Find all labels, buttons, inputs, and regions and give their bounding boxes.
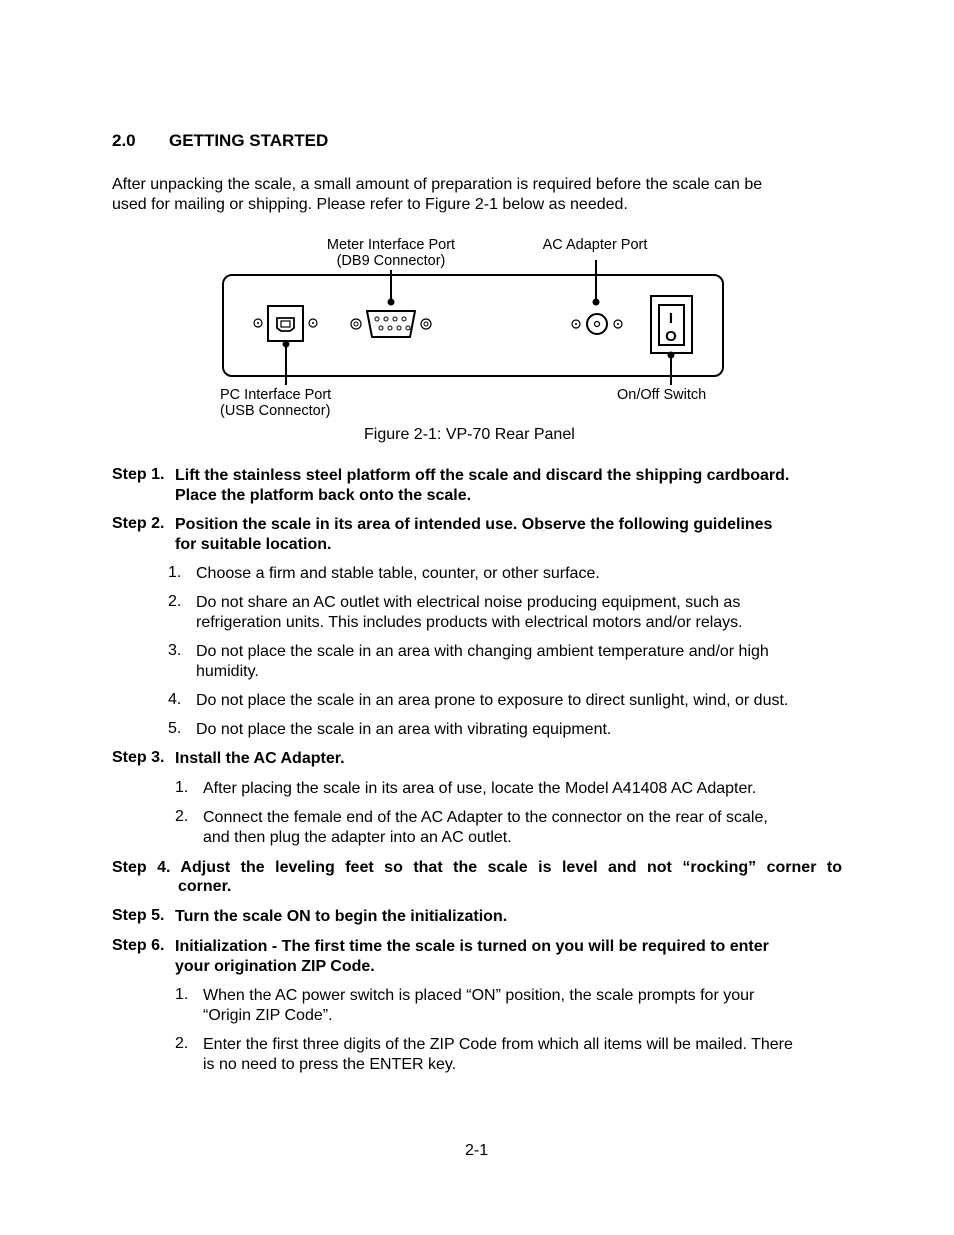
- list-item: [196, 564, 600, 584]
- list-item: [196, 642, 769, 682]
- list-number: 3.: [168, 642, 182, 659]
- step-2-label: Step 2.: [112, 515, 165, 532]
- list-item-line: humidity.: [196, 663, 259, 680]
- switch-label: On/Off Switch: [617, 387, 707, 403]
- list-item: [203, 1035, 793, 1075]
- step-1-line-2: Place the platform back onto the scale.: [175, 487, 472, 504]
- step-2-text: [175, 515, 772, 555]
- list-item-line: refrigeration units. This includes products with electrical motors and/or relays.: [196, 614, 743, 631]
- step-6-text: [175, 937, 769, 977]
- figure-caption: Figure 2-1: VP-70 Rear Panel: [364, 426, 575, 443]
- meter-port-label-1: Meter Interface Port: [326, 237, 456, 253]
- list-item: [196, 720, 611, 740]
- step-6-line-1: Initialization - The first time the scale is turned on you will be required to enter: [175, 938, 769, 955]
- pc-port-label-1: PC Interface Port: [220, 387, 332, 403]
- list-item: [196, 691, 788, 711]
- ac-port-leader-dot: [593, 299, 600, 306]
- step-2-line-1: Position the scale in its area of intended use. Observe the following guidelines: [175, 516, 773, 533]
- step-3-label: Step 3.: [112, 749, 165, 766]
- rear-panel-diagram: [0, 0, 954, 430]
- list-item: [203, 986, 754, 1026]
- page-number: 2-1: [465, 1142, 489, 1159]
- list-number: 5.: [168, 720, 182, 737]
- ac-port-icon: [572, 314, 622, 334]
- step-3-text: [175, 749, 345, 769]
- list-item: [203, 808, 768, 848]
- list-item-line: Do not place the scale in an area prone to exposure to direct sunlight, wind, or dust.: [196, 692, 789, 709]
- section-title: GETTING STARTED: [169, 131, 329, 150]
- step-5-label: Step 5.: [112, 907, 165, 924]
- section-number: 2.0: [112, 131, 136, 150]
- list-item-line: Enter the first three digits of the ZIP Code from which all items will be mailed. There: [203, 1036, 793, 1053]
- intro-line-1: After unpacking the scale, a small amount of preparation is required before the scale can be: [112, 176, 763, 193]
- list-number: 4.: [168, 691, 182, 708]
- list-item-line: is no need to press the ENTER key.: [203, 1056, 457, 1073]
- step-4-text: Adjust the leveling feet so that the scale is level and not “rocking” corner to: [180, 859, 843, 876]
- list-item-line: Connect the female end of the AC Adapter to the connector on the rear of scale,: [203, 809, 768, 826]
- step-6-line-2: your origination ZIP Code.: [175, 958, 375, 975]
- usb-connector-icon: [254, 306, 317, 341]
- list-item: [196, 593, 743, 633]
- list-number: 1.: [168, 564, 182, 581]
- panel-outline: [223, 275, 723, 376]
- list-item-line: Do not place the scale in an area with vibrating equipment.: [196, 721, 612, 738]
- list-number: 2.: [175, 808, 189, 825]
- list-number: 1.: [175, 779, 189, 796]
- intro-line-2: used for mailing or shipping. Please refer to Figure 2-1 below as needed.: [112, 196, 628, 213]
- step-5-text: [175, 907, 507, 927]
- list-item-line: Choose a firm and stable table, counter, or other surface.: [196, 565, 600, 582]
- step-1-line-1: Lift the stainless steel platform off the scale and discard the shipping cardboard.: [175, 467, 790, 484]
- list-item-line: “Origin ZIP Code”.: [203, 1007, 333, 1024]
- step-1-text: [175, 466, 789, 506]
- step-6-label: Step 6.: [112, 937, 165, 954]
- meter-port-label-2: (DB9 Connector): [336, 253, 446, 269]
- step-4-line-2: corner.: [178, 878, 232, 895]
- meter-port-leader-dot: [388, 299, 395, 306]
- step-4-line-1: [112, 858, 842, 878]
- ac-port-label: AC Adapter Port: [542, 237, 648, 253]
- step-4-label: Step 4.: [112, 859, 171, 876]
- step-5-line-1: Turn the scale ON to begin the initialization.: [175, 908, 508, 925]
- list-number: 2.: [175, 1035, 189, 1052]
- list-item-line: and then plug the adapter into an AC outlet.: [203, 829, 512, 846]
- list-item-line: When the AC power switch is placed “ON” position, the scale prompts for your: [203, 987, 755, 1004]
- switch-on-symbol: I: [668, 310, 674, 327]
- db9-connector-icon: [351, 311, 431, 337]
- switch-off-symbol: O: [665, 328, 677, 345]
- list-number: 1.: [175, 986, 189, 1003]
- list-item-line: After placing the scale in its area of use, locate the Model A41408 AC Adapter.: [203, 780, 757, 797]
- list-number: 2.: [168, 593, 182, 610]
- list-item: [203, 779, 756, 799]
- list-item-line: Do not share an AC outlet with electrical noise producing equipment, such as: [196, 594, 741, 611]
- step-1-label: Step 1.: [112, 466, 165, 483]
- pc-port-label-2: (USB Connector): [220, 403, 331, 419]
- list-item-line: Do not place the scale in an area with changing ambient temperature and/or high: [196, 643, 769, 660]
- step-3-line-1: Install the AC Adapter.: [175, 750, 345, 767]
- step-2-line-2: for suitable location.: [175, 536, 332, 553]
